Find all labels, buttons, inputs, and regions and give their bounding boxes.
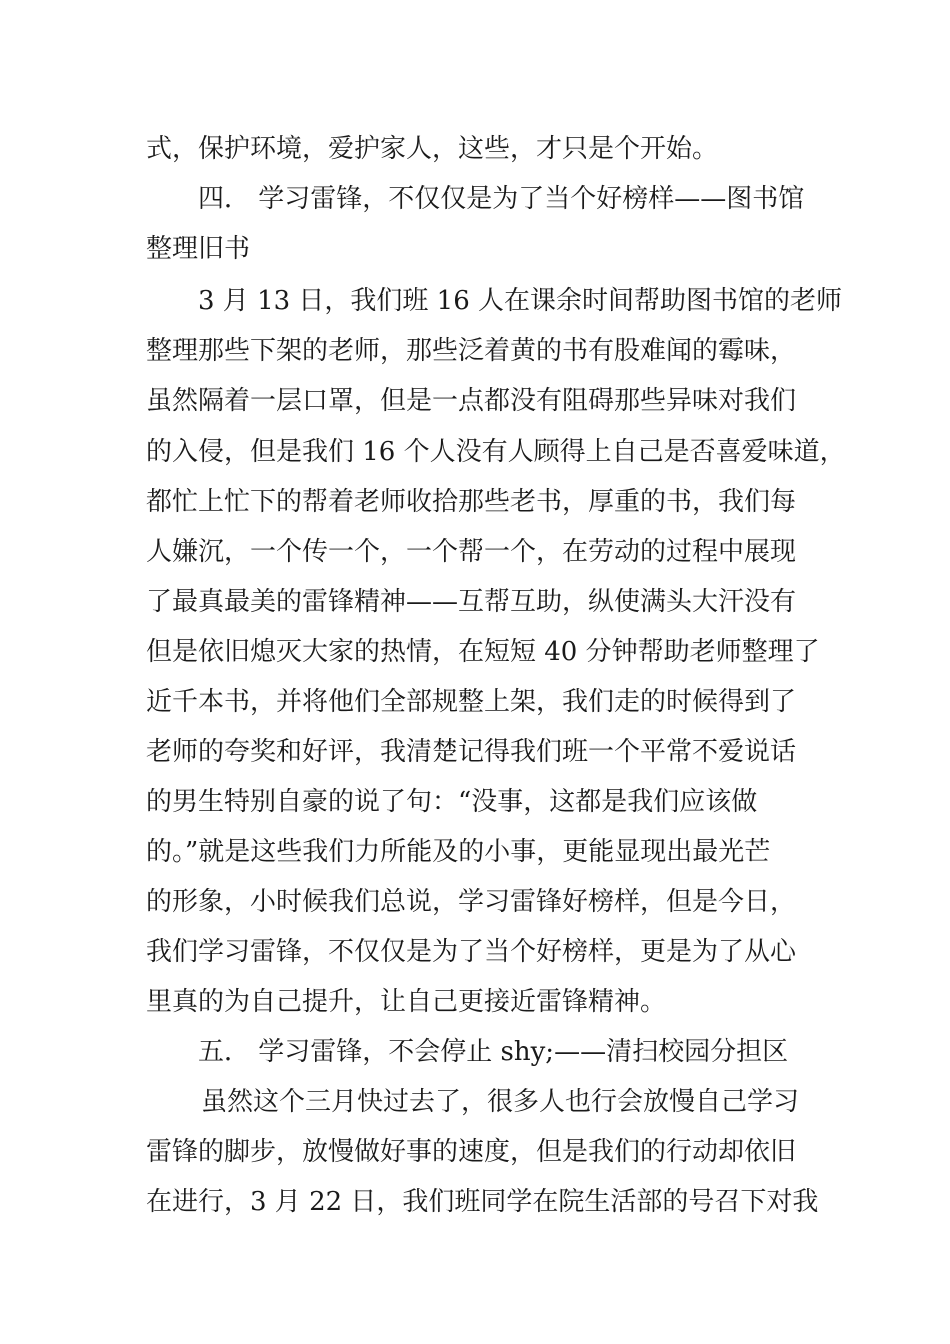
text-line-1: 式，保护环境，爱护家人，这些，才只是个开始。	[146, 134, 719, 164]
text-line-9: 人嫌沉，一个传一个，一个帮一个，在劳动的过程中展现	[146, 537, 797, 567]
text-line-16: 的形象，小时候我们总说，学习雷锋好榜样，但是今日，	[146, 887, 797, 917]
section-heading-4-cont: 整理旧书	[146, 234, 251, 264]
text-line-20: 虽然这个三月快过去了，很多人也行会放慢自己学习	[201, 1087, 800, 1117]
text-line-17: 我们学习雷锋，不仅仅是为了当个好榜样，更是为了从心	[146, 937, 797, 967]
text-line-14: 的男生特别自豪的说了句：“没事，这都是我们应该做	[146, 787, 758, 817]
text-line-10: 了最真最美的雷锋精神——互帮互助，纵使满头大汗没有	[146, 587, 797, 617]
text-line-12: 近千本书，并将他们全部规整上架，我们走的时候得到了	[146, 687, 797, 717]
section-heading-4: 四． 学习雷锋，不仅仅是为了当个好榜样——图书馆	[198, 184, 805, 214]
text-line-8: 都忙上忙下的帮着老师收拾那些老书，厚重的书，我们每	[146, 487, 797, 517]
text-line-7: 的入侵，但是我们 16 个人没有人顾得上自己是否喜爱味道，	[146, 437, 846, 467]
text-line-5: 整理那些下架的老师，那些泛着黄的书有股难闻的霉味，	[146, 336, 797, 366]
text-line-4: 3 月 13 日，我们班 16 人在课余时间帮助图书馆的老师	[198, 286, 843, 316]
text-line-15: 的。”就是这些我们力所能及的小事，更能显现出最光芒	[146, 837, 771, 867]
text-line-6: 虽然隔着一层口罩，但是一点都没有阻碍那些异味对我们	[146, 386, 797, 416]
text-line-13: 老师的夸奖和好评，我清楚记得我们班一个平常不爱说话	[146, 737, 797, 767]
section-heading-5: 五． 学习雷锋，不会停止 shy;——清扫校园分担区	[198, 1037, 789, 1067]
text-line-22: 在进行，3 月 22 日，我们班同学在院生活部的号召下对我	[146, 1187, 819, 1217]
text-line-18: 里真的为自己提升，让自己更接近雷锋精神。	[146, 987, 667, 1017]
text-line-11: 但是依旧熄灭大家的热情，在短短 40 分钟帮助老师整理了	[146, 637, 820, 667]
text-line-21: 雷锋的脚步，放慢做好事的速度，但是我们的行动却依旧	[146, 1137, 797, 1167]
